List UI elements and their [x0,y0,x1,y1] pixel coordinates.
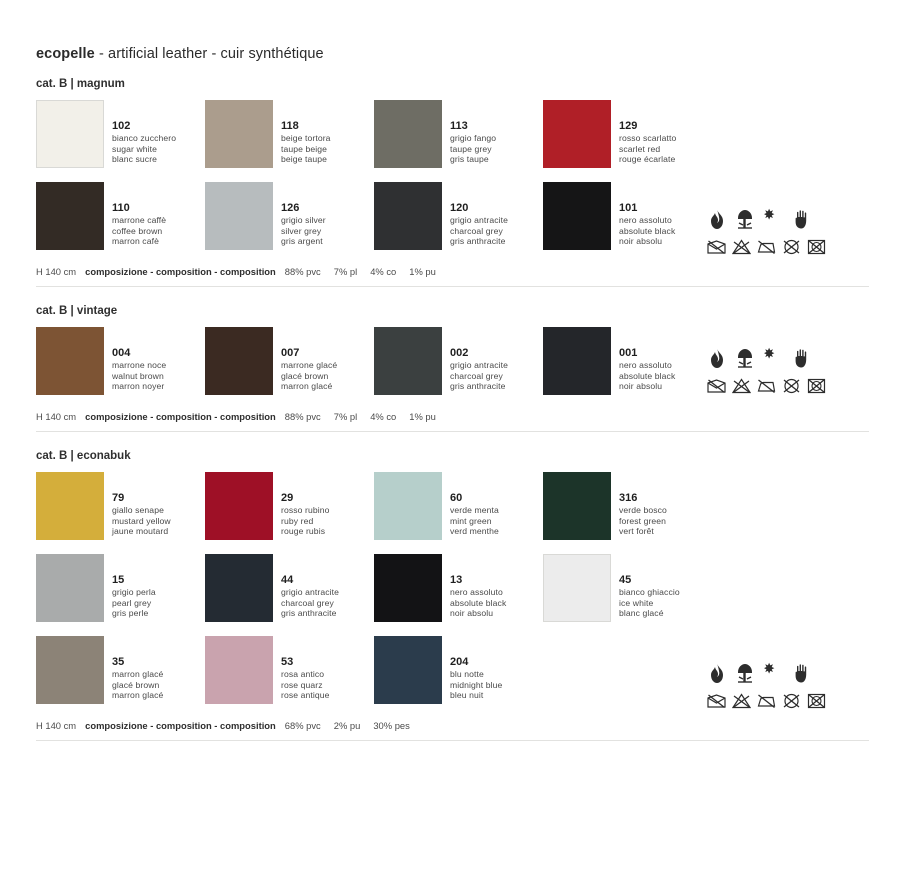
composition-value: 30% pes [373,720,410,731]
swatch-code: 007 [281,347,300,359]
swatch-name-en: absolute black [619,225,676,236]
swatch-color [374,100,442,168]
care-symbols [707,208,827,255]
no-tumble-icon [807,239,826,255]
swatch-labels [611,100,676,165]
swatch-name-it: nero assoluto [619,215,672,226]
no-wash-icon [707,239,726,255]
swatch-name-en: glacé brown [281,370,329,381]
swatch-labels [273,472,330,537]
swatch-name-fr: bleu nuit [450,690,484,701]
swatch-name-fr: rouge rubis [281,526,326,537]
section-vintage [36,305,869,432]
swatch-name-fr: gris anthracite [450,381,506,392]
swatch-name-en: absolute black [619,370,676,381]
swatch-labels [104,100,176,165]
swatch-name-fr: blanc glacé [619,608,664,619]
swatch-code: 129 [619,120,638,132]
swatch-color [205,327,273,395]
light-icon [763,347,785,369]
swatch-name-it: grigio silver [281,215,326,226]
swatch-color [36,554,104,622]
swatch-name-fr: noir absolu [450,608,494,619]
swatch-labels [442,100,496,165]
swatch-item[interactable] [205,100,374,168]
swatch-name-it: grigio perla [112,587,156,598]
care-symbols [707,347,827,394]
no-tumble-icon [807,378,826,394]
swatch-item[interactable] [36,327,205,395]
swatch-name-fr: marron glacé [281,381,333,392]
swatch-labels [273,636,330,701]
no-iron-icon [757,239,776,255]
no-bleach-icon [732,378,751,394]
fabric-height: H 140 cm [36,720,77,731]
swatch-color [36,636,104,704]
swatch-labels [273,554,339,619]
swatch-labels [273,182,326,247]
section-heading: cat. B | magnum [36,78,125,90]
no-wash-icon [707,693,726,709]
hand-icon [792,662,812,684]
swatch-item[interactable] [374,636,543,704]
swatch-code: 001 [619,347,638,359]
section-econabuk [36,450,869,741]
swatch-item[interactable] [36,636,205,704]
composition-values [285,720,410,731]
swatch-color [205,182,273,250]
swatch-name-it: beige tortora [281,133,331,144]
composition-label: composizione - composition - composition [85,266,276,277]
swatch-name-en: charcoal grey [450,225,503,236]
swatch-name-it: verde bosco [619,505,667,516]
fabric-height: H 140 cm [36,266,77,277]
composition-line [36,264,869,277]
swatch-labels [104,182,166,247]
swatch-item[interactable] [543,554,712,622]
no-iron-icon [757,693,776,709]
swatch-name-en: silver grey [281,225,322,236]
swatch-name-en: scarlet red [619,143,661,154]
swatch-labels [611,182,675,247]
swatch-code: 120 [450,202,469,214]
swatch-name-en: taupe beige [281,143,328,154]
swatch-item[interactable] [205,636,374,704]
swatch-name-en: mint green [450,515,492,526]
swatch-code: 118 [281,120,299,132]
swatch-name-en: midnight blue [450,679,503,690]
no-iron-icon [757,378,776,394]
swatch-code: 13 [450,574,463,586]
swatch-name-it: grigio fango [450,133,497,144]
swatch-color [543,472,611,540]
swatch-labels [611,327,675,392]
swatch-name-en: charcoal grey [281,597,334,608]
swatch-name-fr: jaune moutard [112,526,169,537]
swatch-code: 204 [450,656,469,668]
swatch-labels [273,327,337,392]
swatch-code: 29 [281,492,294,504]
swatch-color [205,554,273,622]
swatch-name-it: blu notte [450,669,484,680]
care-row-secondary [707,378,827,394]
care-row-secondary [707,693,827,709]
swatch-name-it: bianco zucchero [112,133,177,144]
section-divider [36,740,869,741]
swatch-item[interactable] [36,554,205,622]
swatch-name-en: sugar white [112,143,158,154]
swatch-color [36,182,104,250]
swatch-code: 316 [619,492,638,504]
rub-icon [734,208,756,230]
swatch-code: 60 [450,492,463,504]
swatch-labels [104,472,171,537]
section-divider [36,431,869,432]
swatch-color [205,472,273,540]
swatch-labels [611,554,680,619]
composition-value: 88% pvc [284,266,321,277]
composition-values [285,411,436,422]
swatch-item[interactable] [205,182,374,250]
swatch-item[interactable] [36,100,205,168]
care-row-primary [707,208,827,230]
swatch-color [374,472,442,540]
page-title-it: ecopelle [36,46,95,62]
flame-icon [707,347,727,369]
flame-icon [707,208,727,230]
composition-value: 88% pvc [284,411,321,422]
flame-icon [707,662,727,684]
page-title-fr: cuir synthétique [220,46,324,62]
swatch-code: 45 [619,574,632,586]
swatch-labels [442,182,508,247]
swatch-item[interactable] [205,472,374,540]
swatch-color [543,327,611,395]
swatch-name-it: bianco ghiaccio [619,587,680,598]
swatch-name-it: marrone caffè [112,215,167,226]
swatch-code: 002 [450,347,469,359]
composition-value: 7% pl [333,266,358,277]
swatch-name-fr: rose antique [281,690,330,701]
swatch-code: 004 [112,347,131,359]
swatch-name-it: giallo senape [112,505,164,516]
swatch-labels [442,472,499,537]
swatch-name-it: marron glacé [112,669,164,680]
hand-icon [792,208,812,230]
swatch-item[interactable] [36,182,205,250]
composition-value: 4% co [370,411,397,422]
swatch-name-fr: gris argent [281,236,323,247]
swatch-name-it: nero assoluto [450,587,503,598]
swatch-code: 101 [619,202,638,214]
swatch-item[interactable] [543,182,712,250]
swatch-name-en: rose quarz [281,679,323,690]
swatch-name-en: ice white [619,597,654,608]
no-dryclean-icon [782,378,801,394]
swatch-name-en: mustard yellow [112,515,171,526]
no-dryclean-icon [782,239,801,255]
swatch-color [543,554,611,622]
swatch-labels [273,100,331,165]
swatch-name-en: pearl grey [112,597,152,608]
swatch-labels [104,327,166,392]
rub-icon [734,662,756,684]
composition-line [36,718,869,731]
swatch-name-it: grigio antracite [281,587,339,598]
swatch-name-fr: rouge écarlate [619,154,676,165]
swatch-code: 79 [112,492,125,504]
swatch-labels [104,554,156,619]
swatch-item[interactable] [205,554,374,622]
swatch-item[interactable] [374,327,543,395]
light-icon [763,208,785,230]
swatch-labels [104,636,163,701]
composition-values [285,266,436,277]
swatch-name-fr: marron glacé [112,690,164,701]
swatch-name-fr: noir absolu [619,381,663,392]
page-title-sep1: - [94,46,109,62]
swatch-name-it: verde menta [450,505,499,516]
swatch-code: 15 [112,574,125,586]
swatch-item[interactable] [374,472,543,540]
composition-label: composizione - composition - composition [85,720,276,731]
swatch-code: 53 [281,656,294,668]
no-tumble-icon [807,693,826,709]
swatch-labels [442,327,508,392]
composition-value: 68% pvc [284,720,321,731]
swatch-color [543,182,611,250]
care-row-primary [707,347,827,369]
no-bleach-icon [732,239,751,255]
swatch-name-en: coffee brown [112,225,163,236]
page-title-en: artificial leather [108,46,208,62]
swatch-name-en: glacé brown [112,679,160,690]
swatch-name-fr: gris anthracite [281,608,337,619]
composition-label: composizione - composition - composition [85,411,276,422]
swatch-color [36,327,104,395]
care-row-primary [707,662,827,684]
swatch-item[interactable] [374,554,543,622]
swatch-item[interactable] [543,327,712,395]
swatch-labels [442,636,502,701]
composition-value: 2% pu [333,720,361,731]
swatch-color [36,100,104,168]
swatch-name-en: ruby red [281,515,314,526]
light-icon [763,662,785,684]
swatch-color [543,100,611,168]
care-symbols [707,662,827,709]
swatch-name-fr: beige taupe [281,154,328,165]
swatch-name-fr: gris perle [112,608,149,619]
composition-value: 1% pu [409,266,436,277]
swatch-name-fr: marron cafè [112,236,159,247]
swatch-name-fr: vert forêt [619,526,654,537]
swatch-color [205,636,273,704]
swatch-item[interactable] [36,472,205,540]
no-wash-icon [707,378,726,394]
swatch-name-it: grigio antracite [450,215,508,226]
swatch-name-en: forest green [619,515,667,526]
swatch-name-it: marrone noce [112,360,167,371]
hand-icon [792,347,812,369]
rub-icon [734,347,756,369]
swatch-name-it: rosso rubino [281,505,330,516]
composition-value: 1% pu [409,411,436,422]
swatch-code: 102 [112,120,131,132]
composition-value: 4% co [370,266,397,277]
swatch-name-fr: gris taupe [450,154,489,165]
swatch-color [36,472,104,540]
swatch-code: 113 [450,120,468,132]
swatch-labels [611,472,667,537]
swatch-item[interactable] [374,182,543,250]
swatch-name-fr: gris anthracite [450,236,506,247]
swatch-code: 126 [281,202,300,214]
swatch-code: 110 [112,202,130,214]
swatch-color [374,327,442,395]
section-magnum [36,78,869,287]
swatch-name-it: nero assoluto [619,360,672,371]
section-heading: cat. B | econabuk [36,450,131,462]
swatch-name-it: rosa antico [281,669,325,680]
swatch-labels [442,554,506,619]
swatch-color [374,636,442,704]
section-heading: cat. B | vintage [36,305,118,317]
no-bleach-icon [732,693,751,709]
composition-value: 7% pl [333,411,358,422]
swatch-name-it: grigio antracite [450,360,508,371]
swatch-code: 44 [281,574,294,586]
swatch-name-it: rosso scarlatto [619,133,677,144]
swatch-name-fr: marron noyer [112,381,165,392]
swatch-color [205,100,273,168]
swatch-name-it: marrone glacé [281,360,338,371]
swatch-code: 35 [112,656,125,668]
swatch-name-fr: verd menthe [450,526,499,537]
no-dryclean-icon [782,693,801,709]
swatch-item[interactable] [543,100,712,168]
page-title [36,46,869,62]
swatch-name-en: charcoal grey [450,370,503,381]
swatch-name-fr: noir absolu [619,236,663,247]
swatch-item[interactable] [374,100,543,168]
swatch-item[interactable] [543,472,712,540]
swatch-color [374,182,442,250]
section-divider [36,286,869,287]
care-row-secondary [707,239,827,255]
swatch-name-fr: blanc sucre [112,154,158,165]
swatch-name-en: walnut brown [112,370,164,381]
composition-line [36,409,869,422]
swatch-name-en: absolute black [450,597,507,608]
page-title-sep2: - [207,46,221,62]
fabric-height: H 140 cm [36,411,77,422]
swatch-name-en: taupe grey [450,143,492,154]
swatch-color [374,554,442,622]
swatch-item[interactable] [205,327,374,395]
